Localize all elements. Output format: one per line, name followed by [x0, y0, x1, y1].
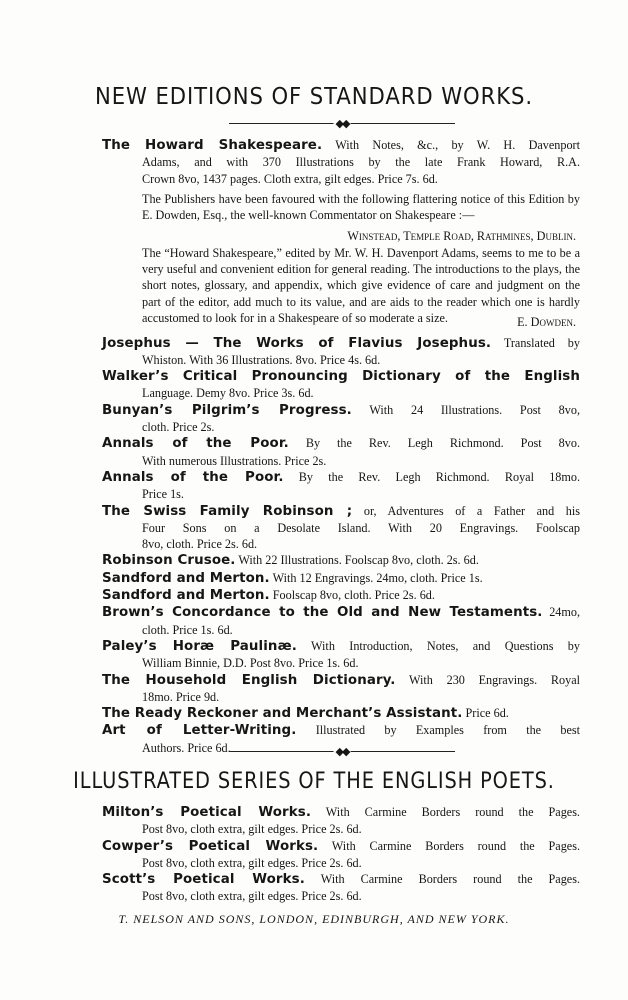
poets-heading: ILLUSTRATED SERIES OF THE ENGLISH POETS. [73, 769, 555, 794]
dowden-letter: The “Howard Shakespeare,” edited by Mr. W. H. Davenport Adams, seems to me to be a very useful and convenient edition for general reading. The introductions to the plays, the short notes, glossary, and appendix, which give evidence of care and judgment on the part of the editor, add much to its value, and are aids to the reader which one is hardly accustomed to look for in a Shakespeare of so moderate a size. [142, 245, 580, 325]
list-item: The Ready Reckoner and Merchant’s Assistant. Price 6d. [102, 706, 509, 722]
english-poets-list [102, 804, 580, 905]
diamond-ornament-icon: ◆◆ [335, 745, 349, 758]
entry-title: Walker’s Critical Pronouncing Dictionary of the English [102, 369, 580, 385]
list-item: Paley’s Horæ Paulinæ. With Introduction, Notes, and Questions by William Binnie, D.D. Post 8vo. Price 1s. 6d. [102, 638, 580, 671]
entry-title: Josephus — The Works of Flavius Josephus. [102, 335, 492, 351]
entry-title: Scott’s Poetical Works. [102, 872, 305, 888]
entry-title: Sandford and Merton. [102, 570, 270, 586]
list-item: Robinson Crusoe. With 22 Illustrations. Foolscap 8vo, cloth. 2s. 6d. [102, 553, 479, 569]
list-item: Sandford and Merton. Foolscap 8vo, cloth. Price 2s. 6d. [102, 588, 435, 604]
entry-title: The Swiss Family Robinson ; [102, 503, 353, 519]
main-heading: NEW EDITIONS OF STANDARD WORKS. [94, 84, 534, 110]
letter-signature: E. Dowden. [517, 315, 576, 330]
list-item: Bunyan’s Pilgrim’s Progress. With 24 Illustrations. Post 8vo, cloth. Price 2s. [102, 402, 581, 435]
entry-title: Annals of the Poor. [102, 436, 289, 452]
entry-title: Annals of the Poor. [102, 469, 284, 485]
entry-title: The Household English Dictionary. [102, 672, 396, 688]
entry-title: Bunyan’s Pilgrim’s Progress. [102, 402, 352, 418]
publisher-footer: T. NELSON AND SONS, LONDON, EDINBURGH, AND NEW YORK. [118, 912, 510, 926]
entry-title: Sandford and Merton. [102, 588, 270, 604]
list-item: Walker’s Critical Pronouncing Dictionary of the English Language. Demy 8vo. Price 3s. 6d. [102, 369, 580, 401]
entry-title: Cowper’s Poetical Works. [102, 838, 319, 854]
entry-title: Art of Letter-Writing. [102, 723, 297, 739]
entry-title: The Howard Shakespeare. [102, 138, 323, 153]
list-item: Josephus — The Works of Flavius Josephus. Translated by Whiston. With 36 Illustrations. 8vo. Price 4s. 6d. [102, 335, 580, 367]
publishers-note: The Publishers have been favoured with the following flattering notice of this Edition by E. Dowden, Esq., the well-known Commentator on Shakespeare :— [142, 191, 580, 223]
entry-title: Robinson Crusoe. [102, 553, 236, 569]
list-item: Milton’s Poetical Works. With Carmine Borders round the Pages. Post 8vo, cloth extra, gilt edges. Price 2s. 6d. [102, 805, 580, 837]
list-item: Sandford and Merton. With 12 Engravings. 24mo, cloth. Price 1s. [102, 570, 483, 586]
list-item: Cowper’s Poetical Works. With Carmine Borders round the Pages. Post 8vo, cloth extra, gilt edges. Price 2s. 6d. [102, 838, 580, 870]
entry-title: Paley’s Horæ Paulinæ. [102, 638, 297, 654]
list-item: The Swiss Family Robinson ; or, Adventures of a Father and his Four Sons on a Desolate Island. With 20 Engravings. Foolscap 8vo, cloth. Price 2s. 6d. [102, 503, 580, 552]
letter-address: Winstead, Temple Road, Rathmines, Dublin. [347, 229, 576, 244]
list-item: Art of Letter-Writing. Illustrated by Examples from the best Authors. Price 6d. [102, 723, 581, 755]
list-item: The Household English Dictionary. With 230 Engravings. Royal 18mo. Price 9d. [102, 672, 580, 704]
list-item: Annals of the Poor. By the Rev. Legh Richmond. Post 8vo. With numerous Illustrations. Price 2s. [102, 436, 580, 468]
list-item: Brown’s Concordance to the Old and New Testaments. 24mo, cloth. Price 1s. 6d. [102, 605, 581, 637]
diamond-ornament-icon: ◆◆ [335, 117, 349, 130]
list-item: Scott’s Poetical Works. With Carmine Borders round the Pages. Post 8vo, cloth extra, gilt edges. Price 2s. 6d. [102, 872, 580, 904]
howard-shakespeare-entry: The Howard Shakespeare. With Notes, &c., by W. H. Davenport Adams, and with 370 Illustrations by the late Frank Howard, R.A. Crown 8vo, 1437 pages. Cloth extra, gilt edges. Price 7s. 6d. The Publishers have been favoured with the following flattering notice of this Edition by E. Dowden, Esq., the well-known Commentator on Shakespeare :— Winstead, Temple Road, Rathmines, Dublin. The “Howard Shakespeare,” edited by Mr. W. H. Davenport Adams, seems to me to be a very useful and convenient edition for general reading. The introductions to the plays, the short notes, glossary, and appendix, which give evidence of care and judgment on the part of the editor, add much to its value, and are aids to the reader which one is hardly accustomed to look for in a Shakespeare of so moderate a size. E. Dowden. [102, 138, 581, 330]
entry-title: The Ready Reckoner and Merchant’s Assistant. [102, 706, 463, 722]
standard-works-list [102, 137, 580, 756]
entry-title: Milton’s Poetical Works. [102, 805, 312, 820]
ornamental-rule [229, 745, 455, 759]
entry-title: Brown’s Concordance to the Old and New Testaments. [102, 605, 543, 621]
ornamental-rule [229, 117, 455, 131]
list-item: Annals of the Poor. By the Rev. Legh Richmond. Royal 18mo. Price 1s. [102, 469, 581, 502]
